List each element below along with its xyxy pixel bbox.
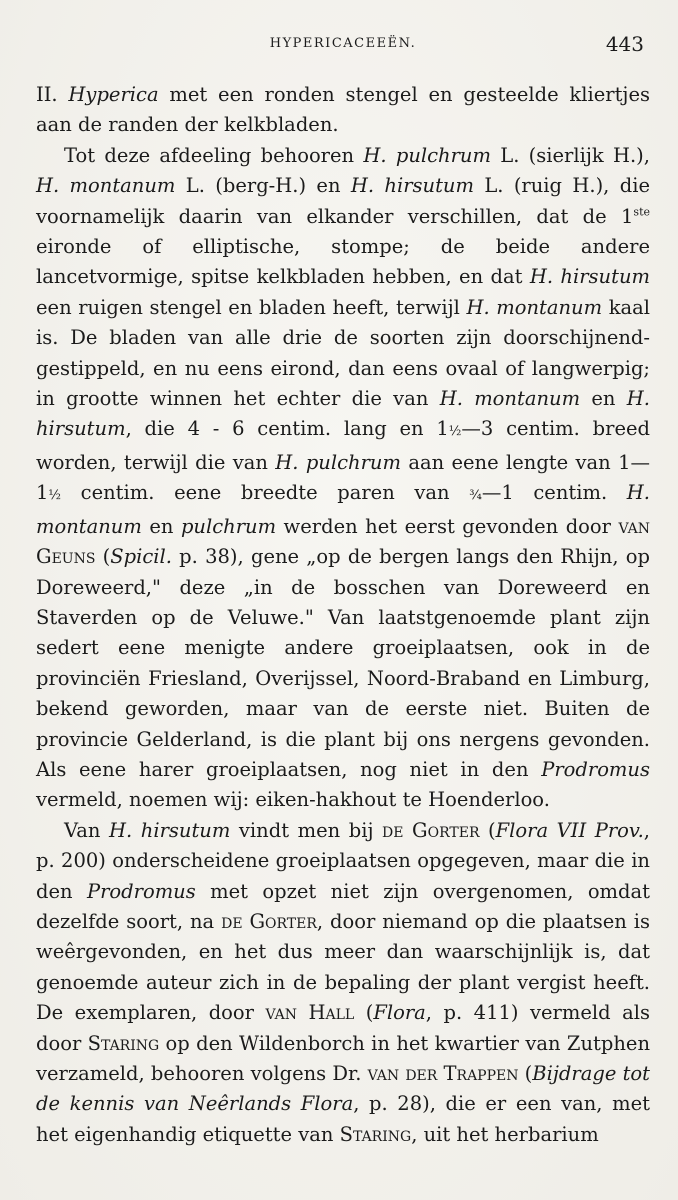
p2-t25: —1 centim.: [481, 481, 627, 505]
p2-t22: ½: [48, 488, 62, 504]
p1-t1: II.: [36, 83, 69, 106]
p2-t5: L. (berg-H.) en: [175, 174, 351, 198]
p2-t18: ½: [448, 424, 462, 440]
p2-t8: ste: [633, 205, 650, 219]
p2-t7: L. (ruig H.), die voornamelijk daarin van elkander verschillen, dat de 1: [36, 174, 650, 228]
p2-t9: eironde of elliptische, stompe; de beide andere lancetvormige, spitse kelkbladen hebben, en dat: [36, 235, 650, 289]
running-head: HYPERICACEEËN.: [269, 36, 417, 51]
p3-t2: H. hirsutum: [109, 818, 231, 842]
p2-t15: en: [580, 387, 627, 411]
p2-t30: van Geuns: [36, 514, 650, 569]
p3-t4: de Gorter: [382, 818, 480, 842]
p2-t14: H. montanum: [439, 387, 581, 411]
p3-t19: (: [518, 1062, 533, 1085]
p3-t3: vindt men bij: [230, 818, 383, 842]
paragraph-hirsutum-notes: [36, 816, 650, 1150]
p3-t14: Flora: [373, 1001, 426, 1025]
p2-t27: en: [141, 514, 181, 538]
p3-t11: , door niemand op die plaatsen is weêrgevonden, en het dus meer dan waarschijnlijk is, dat genoemde auteur zich in de bepaling der plant vergist heeft. De exemplaren, door: [36, 909, 651, 1025]
body-text: [36, 80, 650, 1150]
p3-t5: (: [479, 818, 496, 842]
p3-t21: , p. 28), die er een van, met het eigenhandig etiquette van: [36, 1092, 650, 1146]
p2-t3: L. (sierlijk H.),: [490, 143, 650, 167]
page-number: 443: [605, 32, 644, 56]
page-header: [36, 32, 650, 68]
p3-t10: de Gorter: [221, 909, 317, 933]
p2-t24: ¾: [469, 488, 482, 504]
p2-t4: H. montanum: [36, 174, 176, 198]
p2-t23: centim. eene breedte paren van: [61, 481, 470, 505]
p2-t16: H. hirsutum: [36, 387, 650, 441]
p2-t2: H. pulchrum: [363, 143, 491, 167]
p3-t13: (: [354, 1001, 374, 1025]
p2-t12: H. montanum: [466, 295, 603, 319]
p3-t9: met opzet niet zijn overgenomen, omdat dezelfde soort, na: [36, 879, 650, 933]
p3-t1: Van: [64, 818, 110, 842]
p2-t31: (: [95, 545, 111, 569]
p2-t6: H. hirsutum: [350, 174, 474, 198]
p2-t1: Tot deze afdeeling behooren: [64, 143, 364, 167]
p2-t34: Prodromus: [541, 757, 650, 781]
p3-t12: van Hall: [265, 1001, 355, 1025]
paragraph-species-description: [36, 141, 650, 816]
p3-t22: Staring: [339, 1122, 412, 1146]
p2-t11: een ruigen stengel en bladen heeft, terwijl: [36, 295, 467, 319]
p3-t15: , p. 411) vermeld als door: [36, 1001, 650, 1055]
p2-t33: p. 38), gene „op de bergen langs den Rhijn, op Doreweerd," deze „in de bosschen van Doreweerd en Staverden op de Veluwe." Van laatstgenoemde plant zijn sedert eene menigte andere groeiplaatsen, ook in de provinciën Friesland, Overijssel, Noord-Braband en Limburg, bekend geworden, maar van de eerste niet. Buiten de provincie Gelderland, is die plant bij ons nergens gevonden. Als eene harer groeiplaatsen, nog niet in den: [36, 545, 650, 781]
p3-t23: , uit het herbarium: [411, 1122, 599, 1146]
p1-t3: met een ronden stengel en gesteelde kliertjes aan de randen der kelkbladen.: [36, 83, 650, 137]
p2-t35: vermeld, noemen wij: eiken-hakhout te Hoenderloo.: [36, 788, 550, 812]
p3-t16: Staring: [87, 1031, 160, 1055]
p2-t10: H. hirsutum: [529, 265, 650, 289]
p2-t26: H. montanum: [36, 481, 651, 538]
paragraph-section-heading: [36, 80, 650, 141]
p2-t21: aan eene lengte van 1—1: [36, 450, 650, 505]
p2-t13: kaal is. De bladen van alle drie de soorten zijn doorschijnend-gestippeld, en nu eens eirond, dan eens ovaal of langwerpig; in grootte winnen het echter die van: [36, 295, 650, 411]
p2-t29: werden het eerst gevonden door: [276, 514, 619, 538]
p3-t18: van der Trappen: [367, 1062, 519, 1085]
p3-t7: , p. 200) onderscheidene groeiplaatsen opgegeven, maar die in den: [36, 818, 650, 903]
p3-t20: Bijdrage tot de kennis van Neêrlands Flora: [36, 1062, 650, 1116]
p2-t20: H. pulchrum: [275, 450, 401, 474]
p2-t28: pulchrum: [180, 514, 277, 538]
p2-t19: —3 centim. breed worden, terwijl die van: [36, 417, 651, 474]
p2-t32: Spicil.: [110, 545, 172, 569]
p1-t2: Hyperica: [68, 83, 159, 106]
p2-t17: , die 4 - 6 centim. lang en 1: [125, 417, 449, 441]
p3-t8: Prodromus: [86, 879, 196, 903]
p3-t17: op den Wildenborch in het kwartier van Zutphen verzameld, behooren volgens Dr.: [36, 1031, 650, 1085]
p3-t6: Flora VII Prov.: [495, 818, 644, 842]
